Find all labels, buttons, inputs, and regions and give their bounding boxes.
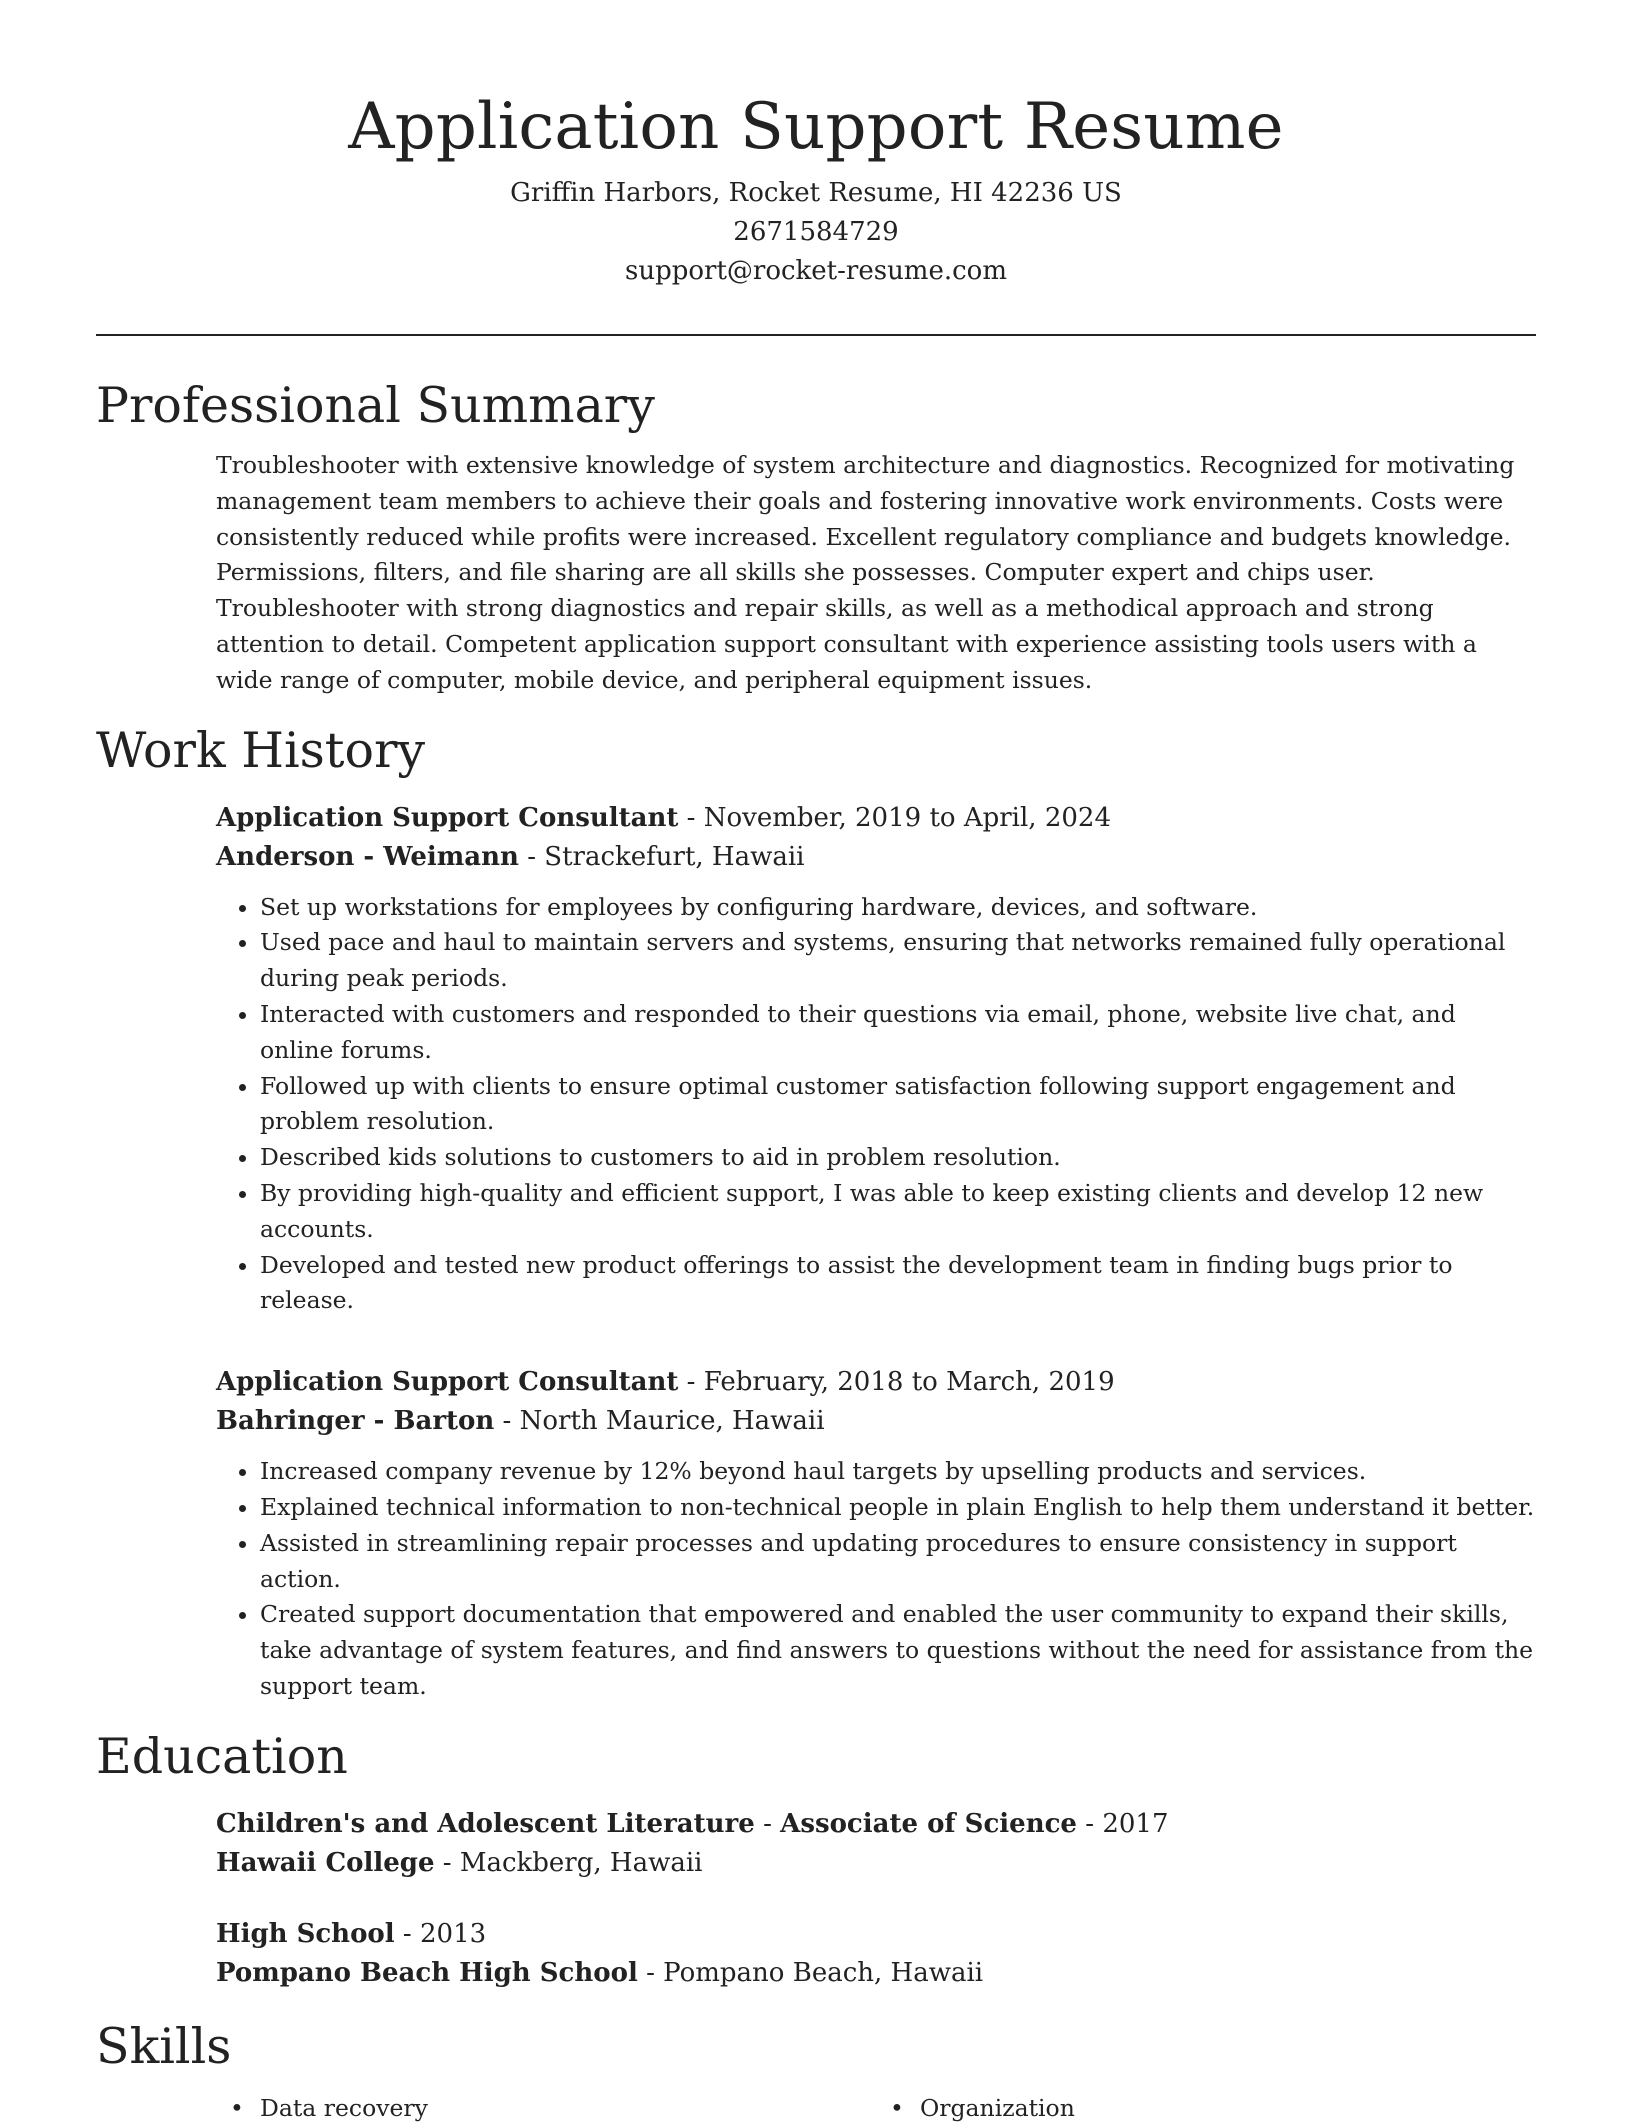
- job-duties-list: [216, 1454, 1536, 1705]
- job-dates: November, 2019 to April, 2024: [703, 802, 1111, 833]
- job-duty: • Created support documentation that empowered and enabled the user community to expand their skills, take advantage of system features, and find answers to questions without the need for assistance from the support team.: [260, 1597, 1536, 1704]
- education-degree-line: High School - 2013: [216, 1918, 487, 1949]
- education-year: 2013: [419, 1918, 487, 1949]
- education-school-line: Pompano Beach High School - Pompano Beach, Hawaii: [216, 1957, 984, 1988]
- job-duty: • Increased company revenue by 12% beyond haul targets by upselling products and services.: [260, 1454, 1536, 1490]
- contact-phone: 2671584729: [733, 217, 899, 247]
- job-duty: • Explained technical information to non-technical people in plain English to help them understand it better.: [260, 1490, 1536, 1526]
- job-company: Anderson - Weimann: [216, 841, 519, 872]
- job-duty: • Described kids solutions to customers to aid in problem resolution.: [260, 1140, 1536, 1176]
- job-entry: [216, 799, 1536, 1320]
- skill-item: • Organization: [876, 2091, 1536, 2127]
- summary-heading: Professional Summary: [96, 377, 655, 434]
- contact-address: Griffin Harbors, Rocket Resume, HI 42236 US: [510, 178, 1122, 208]
- skills-section: [216, 2091, 1536, 2127]
- education-location: Pompano Beach, Hawaii: [663, 1957, 984, 1988]
- education-year: 2017: [1102, 1808, 1169, 1839]
- skills-heading: Skills: [96, 2017, 232, 2075]
- job-company: Bahringer - Barton: [216, 1406, 495, 1437]
- education-school: Pompano Beach High School: [216, 1957, 638, 1988]
- job-company-line: Anderson - Weimann - Strackefurt, Hawaii: [216, 841, 805, 872]
- job-title: Application Support Consultant: [216, 802, 679, 833]
- job-duty: • By providing high-quality and efficient support, I was able to keep existing clients and develop 12 new accounts.: [260, 1176, 1536, 1248]
- education-entry: [216, 1915, 1536, 1993]
- job-title-line: Application Support Consultant - February, 2018 to March, 2019: [216, 1367, 1115, 1398]
- job-duty: • Used pace and haul to maintain servers and systems, ensuring that networks remained fully operational during peak periods.: [260, 925, 1536, 997]
- job-entry: [216, 1363, 1536, 1705]
- contact-block: [96, 174, 1536, 291]
- education-degree-line: Children's and Adolescent Literature - Associate of Science - 2017: [216, 1808, 1169, 1839]
- job-duty: • Assisted in streamlining repair processes and updating procedures to ensure consistency in support action.: [260, 1526, 1536, 1598]
- job-location: North Maurice, Hawaii: [519, 1406, 825, 1437]
- summary-section: [216, 448, 1536, 699]
- work-history-section: [216, 799, 1536, 1705]
- job-company-line: Bahringer - Barton - North Maurice, Hawaii: [216, 1406, 825, 1437]
- skills-list: [216, 2091, 1536, 2127]
- work-history-heading: Work History: [96, 721, 426, 779]
- job-duty: • Followed up with clients to ensure optimal customer satisfaction following support engagement and problem resolution.: [260, 1069, 1536, 1141]
- job-duties-list: [216, 890, 1536, 1320]
- job-duty: • Set up workstations for employees by configuring hardware, devices, and software.: [260, 890, 1536, 926]
- contact-email: support@rocket-resume.com: [624, 256, 1007, 286]
- job-title-line: Application Support Consultant - November, 2019 to April, 2024: [216, 802, 1111, 833]
- skill-item: • Data recovery: [216, 2091, 876, 2127]
- job-dates: February, 2018 to March, 2019: [703, 1367, 1115, 1398]
- education-school: Hawaii College: [216, 1847, 435, 1878]
- job-duty: • Developed and tested new product offerings to assist the development team in finding bugs prior to release.: [260, 1248, 1536, 1320]
- education-school-line: Hawaii College - Mackberg, Hawaii: [216, 1847, 703, 1878]
- education-section: [216, 1805, 1536, 1993]
- header-divider: [96, 334, 1536, 336]
- resume-title: Application Support Resume: [348, 90, 1284, 164]
- education-entry: [216, 1805, 1536, 1883]
- education-program: Children's and Adolescent Literature: [216, 1808, 755, 1839]
- job-title: Application Support Consultant: [216, 1367, 679, 1398]
- resume-page: [96, 0, 1536, 2127]
- education-degree: Associate of Science: [780, 1808, 1077, 1839]
- job-location: Strackefurt, Hawaii: [544, 841, 805, 872]
- job-duty: • Interacted with customers and responded to their questions via email, phone, website live chat, and online forums.: [260, 997, 1536, 1069]
- education-program: High School: [216, 1918, 395, 1949]
- education-heading: Education: [96, 1727, 348, 1785]
- summary-text: Troubleshooter with extensive knowledge of system architecture and diagnostics. Recognized for motivating management team members to achieve their goals and fostering innovative work environments. Costs were consistently reduced while profits were increased. Excellent regulatory compliance and budgets knowledge. Permissions, filters, and file sharing are all skills she possesses. Computer expert and chips user. Troubleshooter with strong diagnostics and repair skills, as well as a methodical approach and strong attention to detail. Competent application support consultant with experience assisting tools users with a wide range of computer, mobile device, and peripheral equipment issues.: [216, 451, 1515, 694]
- education-location: Mackberg, Hawaii: [459, 1847, 703, 1878]
